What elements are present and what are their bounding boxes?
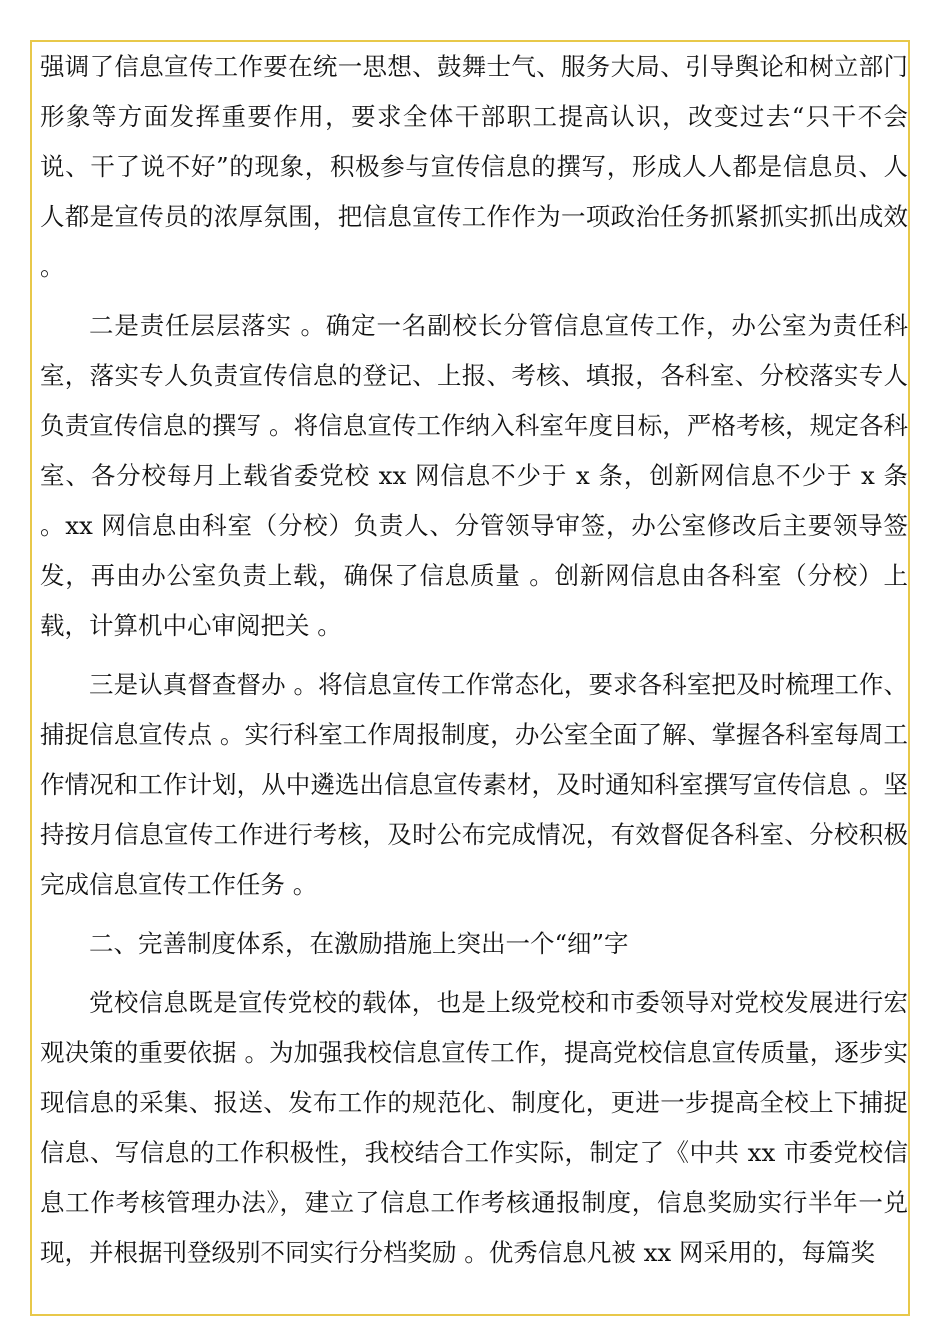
- paragraph-continuation: 强调了信息宣传工作要在统一思想、鼓舞士气、服务大局、引导舆论和树立部门形象等方面发挥重要作用，要求全体干部职工提高认识，改变过去“只干不会说、干了说不好”的现象，积极参与宣传信息的撰写，形成人人都是信息员、人人都是宣传员的浓厚氛围，把信息宣传工作作为一项政治任务抓紧抓实抓出成效 。: [40, 52, 908, 281]
- document-body: [40, 42, 908, 1287]
- section-heading: 二、完善制度体系，在激励措施上突出一个“细”字: [89, 929, 629, 958]
- paragraph-supervision: 三是认真督查督办 。将信息宣传工作常态化，要求各科室把及时梳理工作、捕捉信息宣传点 。实行科室工作周报制度，办公室全面了解、掌握各科室每周工作情况和工作计划，从中遴选出信息宣传素材，及时通知科室撰写宣传信息 。坚持按月信息宣传工作进行考核，及时公布完成情况，有效督促各科室、分校积极完成信息宣传工作任务 。: [40, 670, 908, 899]
- paragraph-responsibility: 二是责任层层落实 。确定一名副校长分管信息宣传工作，办公室为责任科室，落实专人负责宣传信息的登记、上报、考核、填报，各科室、分校落实专人负责宣传信息的撰写 。将信息宣传工作纳入科室年度目标，严格考核，规定各科室、各分校每月上载省委党校 xx 网信息不少于 x 条，创新网信息不少于 x 条 。xx 网信息由科室（分校）负责人、分管领导审签，办公室修改后主要领导签发，再由办公室负责上载，确保了信息质量 。创新网信息由各科室（分校）上载，计算机中心审阅把关 。: [40, 311, 908, 640]
- paragraph-incentives: 党校信息既是宣传党校的载体，也是上级党校和市委领导对党校发展进行宏观决策的重要依据 。为加强我校信息宣传工作，提高党校信息宣传质量，逐步实现信息的采集、报送、发布工作的规范化、制度化，更进一步提高全校上下捕捉信息、写信息的工作积极性，我校结合工作实际，制定了《中共 xx 市委党校信息工作考核管理办法》，建立了信息工作考核通报制度，信息奖励实行半年一兑现，并根据刊登级别不同实行分档奖励 。优秀信息凡被 xx 网采用的，每篇奖: [40, 988, 908, 1267]
